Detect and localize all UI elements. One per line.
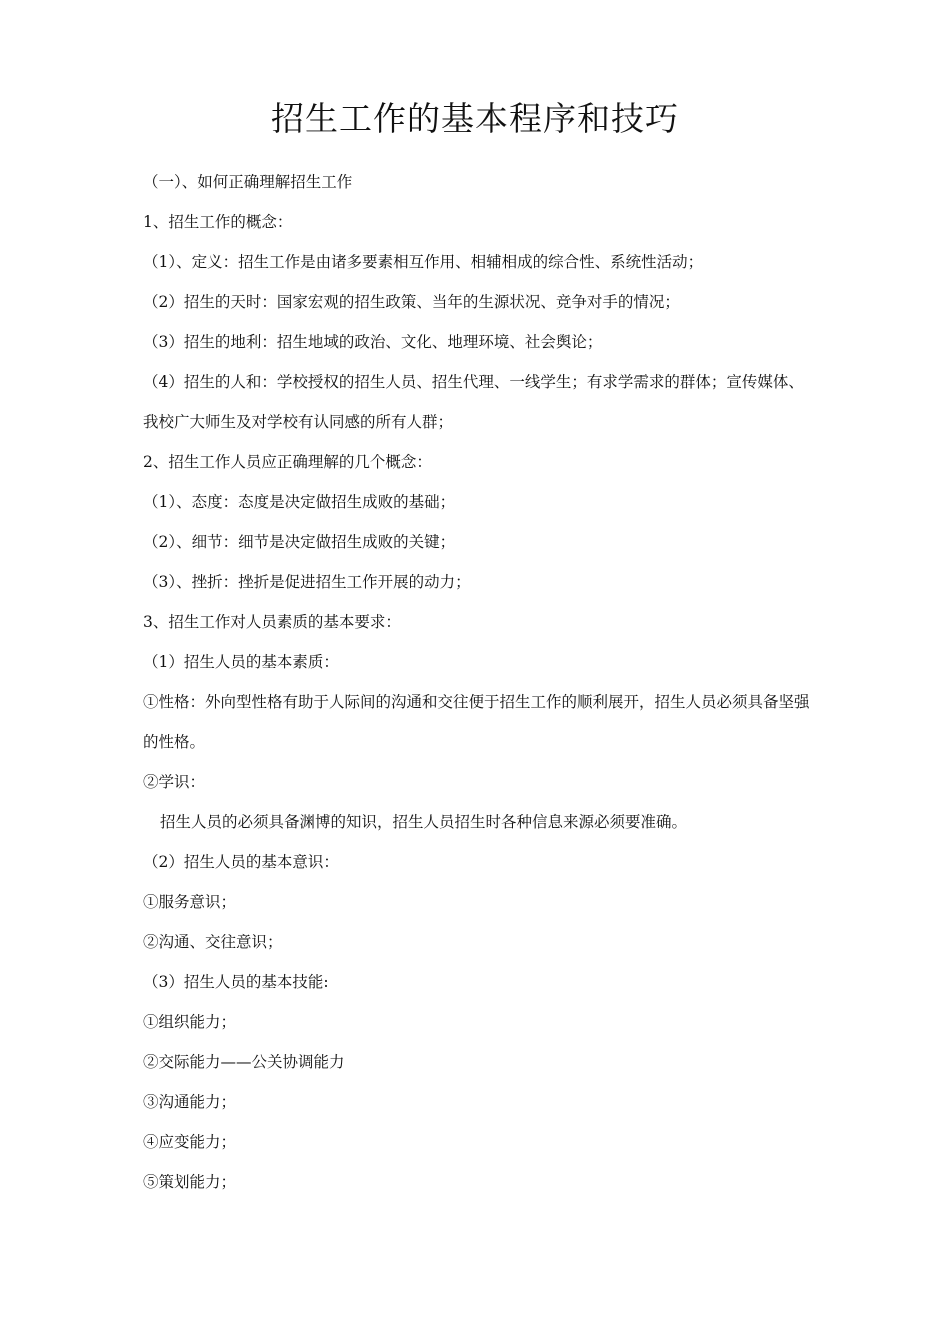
list-item: ③沟通能力；: [143, 1093, 237, 1111]
subsection-heading-3: 3、招生工作对人员素质的基本要求：: [143, 613, 401, 631]
paragraph: （3）、挫折：挫折是促进招生工作开展的动力；: [143, 573, 471, 591]
paragraph: （1）、态度：态度是决定做招生成败的基础；: [143, 493, 456, 511]
list-item: ①服务意识；: [143, 893, 237, 911]
paragraph: （2）招生的天时：国家宏观的招生政策、当年的生源状况、竞争对手的情况；: [143, 293, 680, 311]
list-item: ②交际能力——公关协调能力: [143, 1053, 345, 1071]
list-item: ④应变能力；: [143, 1133, 237, 1151]
section-heading-1: （一）、如何正确理解招生工作: [143, 173, 353, 191]
list-item: ②沟通、交往意识；: [143, 933, 283, 951]
document-title: 招生工作的基本程序和技巧: [271, 99, 679, 138]
subsection-heading-2: 2、招生工作人员应正确理解的几个概念：: [143, 453, 432, 471]
paragraph-indented: 招生人员的必须具备渊博的知识，招生人员招生时各种信息来源必须要准确。: [160, 813, 688, 831]
paragraph: （1）、定义：招生工作是由诸多要素相互作用、相辅相成的综合性、系统性活动；: [143, 253, 704, 271]
paragraph: ①性格：外向型性格有助于人际间的沟通和交往便于招生工作的顺利展开，招生人员必须具备坚强的性格。: [143, 693, 810, 751]
document-body: [143, 162, 815, 1202]
list-item: ①组织能力；: [143, 1013, 237, 1031]
subsection-heading-1: 1、招生工作的概念：: [143, 213, 293, 231]
paragraph: ②学识：: [143, 773, 206, 791]
paragraph: （2）招生人员的基本意识：: [143, 853, 339, 871]
paragraph: （3）招生人员的基本技能:: [143, 973, 329, 991]
paragraph: （2）、细节：细节是决定做招生成败的关键；: [143, 533, 456, 551]
paragraph: （4）招生的人和：学校授权的招生人员、招生代理、一线学生；有求学需求的群体；宣传媒体、我校广大师生及对学校有认同感的所有人群；: [143, 373, 804, 431]
paragraph: （3）招生的地利：招生地域的政治、文化、地理环境、社会舆论；: [143, 333, 603, 351]
paragraph: （1）招生人员的基本素质：: [143, 653, 339, 671]
list-item: ⑤策划能力；: [143, 1173, 237, 1191]
